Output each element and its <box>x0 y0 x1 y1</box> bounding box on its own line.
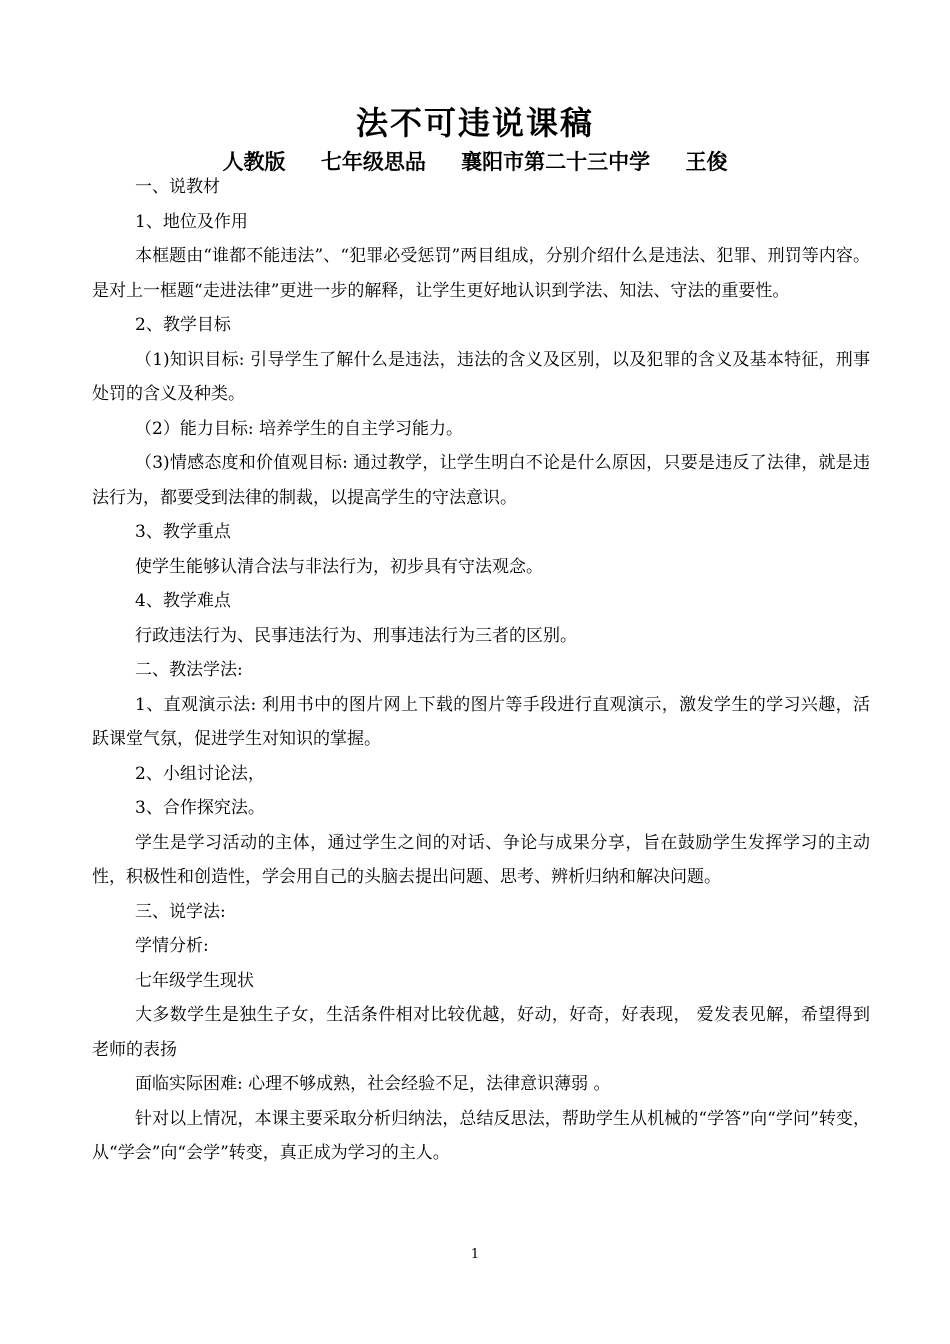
paragraph-approach: 针对以上情况，本课主要采取分析归纳法，总结反思法，帮助学生从机械的“学答”向“学问”转变，从“学会”向“会学”转变，真正成为学习的主人。 <box>92 1108 870 1163</box>
heading-grade-status: 七年级学生现状 <box>135 970 254 991</box>
heading-difficult-points: 4、教学难点 <box>135 591 231 611</box>
heading-learner-analysis: 学情分析: <box>135 936 209 956</box>
paragraph-emotion-goal: （3)情感态度和价值观目标: 通过教学，让学生明白不论是什么原因，只要是违反了法律，就是违法行为，都要受到法律的制裁，以提高学生的守法意识。 <box>92 453 870 508</box>
document-title: 法不可违说课稿 <box>355 104 594 142</box>
subtitle-grade: 七年级思品 <box>320 150 426 174</box>
paragraph-demo-method: 1、直观演示法: 利用书中的图片网上下载的图片等手段进行直观演示，激发学生的学习兴趣，活跃课堂气氛，促进学生对知识的掌握。 <box>92 694 870 749</box>
paragraph-student-traits: 大多数学生是独生子女，生活条件相对比较优越，好动，好奇，好表现， 爱发表见解，希望得到老师的表扬 <box>92 1005 870 1060</box>
document-body <box>92 170 870 1171</box>
paragraph-ability-goal: （2）能力目标: 培养学生的自主学习能力。 <box>135 418 463 439</box>
paragraph-position-role: 本框题由“谁都不能违法”、“犯罪必受惩罚”两目组成，分别介绍什么是违法、犯罪、刑罚等内容。是对上一框题“走进法律”更进一步的解释，让学生更好地认识到学法、知法、守法的重要性。 <box>92 246 870 301</box>
subtitle-edition: 人教版 <box>222 150 286 174</box>
heading-section-3: 三、说学法: <box>135 901 226 922</box>
paragraph-key-points: 使学生能够认清合法与非法行为，初步具有守法观念。 <box>135 556 543 577</box>
heading-teaching-goals: 2、教学目标 <box>135 315 231 335</box>
paragraph-cooperative-inquiry: 3、合作探究法。 <box>135 798 265 818</box>
subtitle-author: 王俊 <box>685 150 728 174</box>
heading-section-1: 一、说教材 <box>135 177 220 197</box>
subtitle-school: 襄阳市第二十三中学 <box>461 150 651 174</box>
paragraph-student-subject: 学生是学习活动的主体，通过学生之间的对话、争论与成果分享，旨在鼓励学生发挥学习的主动性，积极性和创造性，学会用自己的头脑去提出问题、思考、辨析归纳和解决问题。 <box>92 832 870 887</box>
heading-key-points: 3、教学重点 <box>135 522 231 542</box>
paragraph-group-discussion: 2、小组讨论法， <box>135 763 265 784</box>
heading-position-role: 1、地位及作用 <box>135 211 248 232</box>
page-number: 1 <box>470 1247 480 1262</box>
paragraph-knowledge-goal: （1)知识目标: 引导学生了解什么是违法，违法的含义及区别，以及犯罪的含义及基本特征，刑事处罚的含义及种类。 <box>92 349 870 404</box>
paragraph-difficult-points: 行政违法行为、民事违法行为、刑事违法行为三者的区别。 <box>135 625 577 646</box>
heading-section-2: 二、教法学法: <box>135 660 243 680</box>
paragraph-difficulties: 面临实际困难: 心理不够成熟，社会经验不足，法律意识薄弱 。 <box>135 1074 611 1094</box>
